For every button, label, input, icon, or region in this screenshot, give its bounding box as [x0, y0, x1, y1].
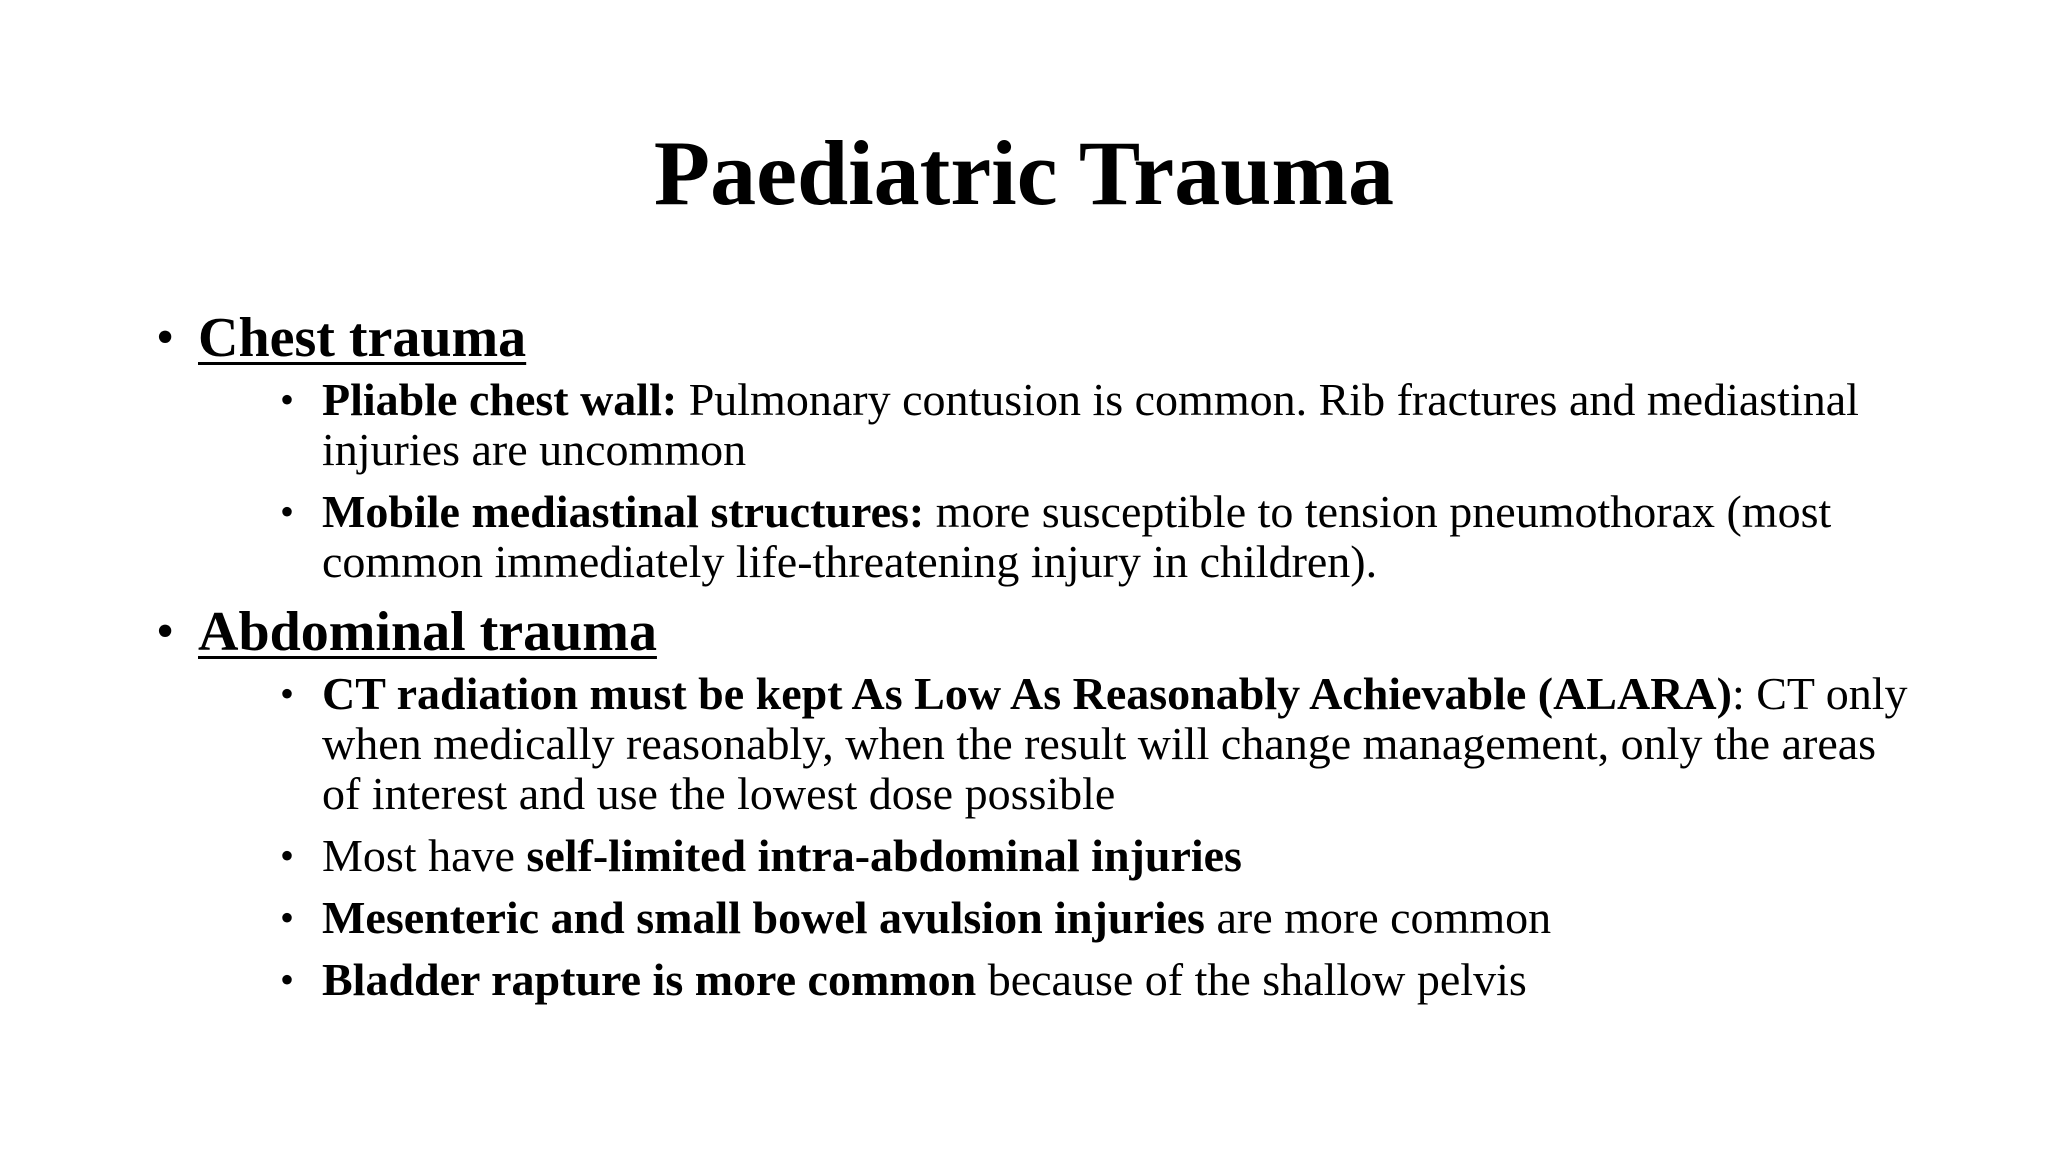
list-item [198, 955, 1910, 1005]
section-heading: Chest trauma [198, 307, 527, 369]
list-item [198, 669, 1910, 819]
item-bold-text: CT radiation must be kept As Low As Reasonably Achievable (ALARA) [322, 668, 1732, 719]
slide-title: Paediatric Trauma [653, 122, 1395, 224]
item-bold-text: Mobile mediastinal structures: [322, 486, 925, 537]
item-bold-text: Bladder rapture is more common [322, 954, 977, 1005]
bullet-icon: • [280, 957, 295, 1002]
bullet-icon: • [280, 377, 295, 422]
sub-bullet-list [198, 375, 1910, 587]
item-text: are more common [1204, 892, 1552, 943]
list-item [198, 893, 1910, 943]
item-text: more susceptible to tension pneumothorax (most common immediately life-threatening injury in children). [322, 486, 1832, 587]
section-abdominal-trauma [150, 599, 1910, 1005]
item-text: : CT only when medically reasonably, when the result will change management, only the areas of interest and use the lowest dose possible [322, 668, 1908, 819]
list-item [198, 487, 1910, 587]
slide-content [150, 305, 1910, 1017]
bullet-icon: • [280, 833, 295, 878]
bullet-icon: • [280, 671, 295, 716]
item-text: Pulmonary contusion is common. Rib fractures and mediastinal injuries are uncommon [322, 374, 1859, 475]
bullet-list [150, 305, 1910, 1005]
list-item [198, 831, 1910, 881]
list-item [198, 375, 1910, 475]
sub-bullet-list [198, 669, 1910, 1005]
bullet-icon: • [280, 895, 295, 940]
item-bold-text: Mesenteric and small bowel avulsion injuries [322, 892, 1205, 943]
item-text: because of the shallow pelvis [976, 954, 1527, 1005]
bullet-icon: • [280, 489, 295, 534]
item-pre-text: Most have [322, 830, 527, 881]
bullet-icon: • [156, 603, 175, 660]
section-chest-trauma [150, 305, 1910, 587]
item-bold-text: self-limited intra-abdominal injuries [526, 830, 1242, 881]
bullet-icon: • [156, 309, 175, 366]
item-bold-text: Pliable chest wall: [322, 374, 678, 425]
section-heading: Abdominal trauma [198, 601, 657, 663]
